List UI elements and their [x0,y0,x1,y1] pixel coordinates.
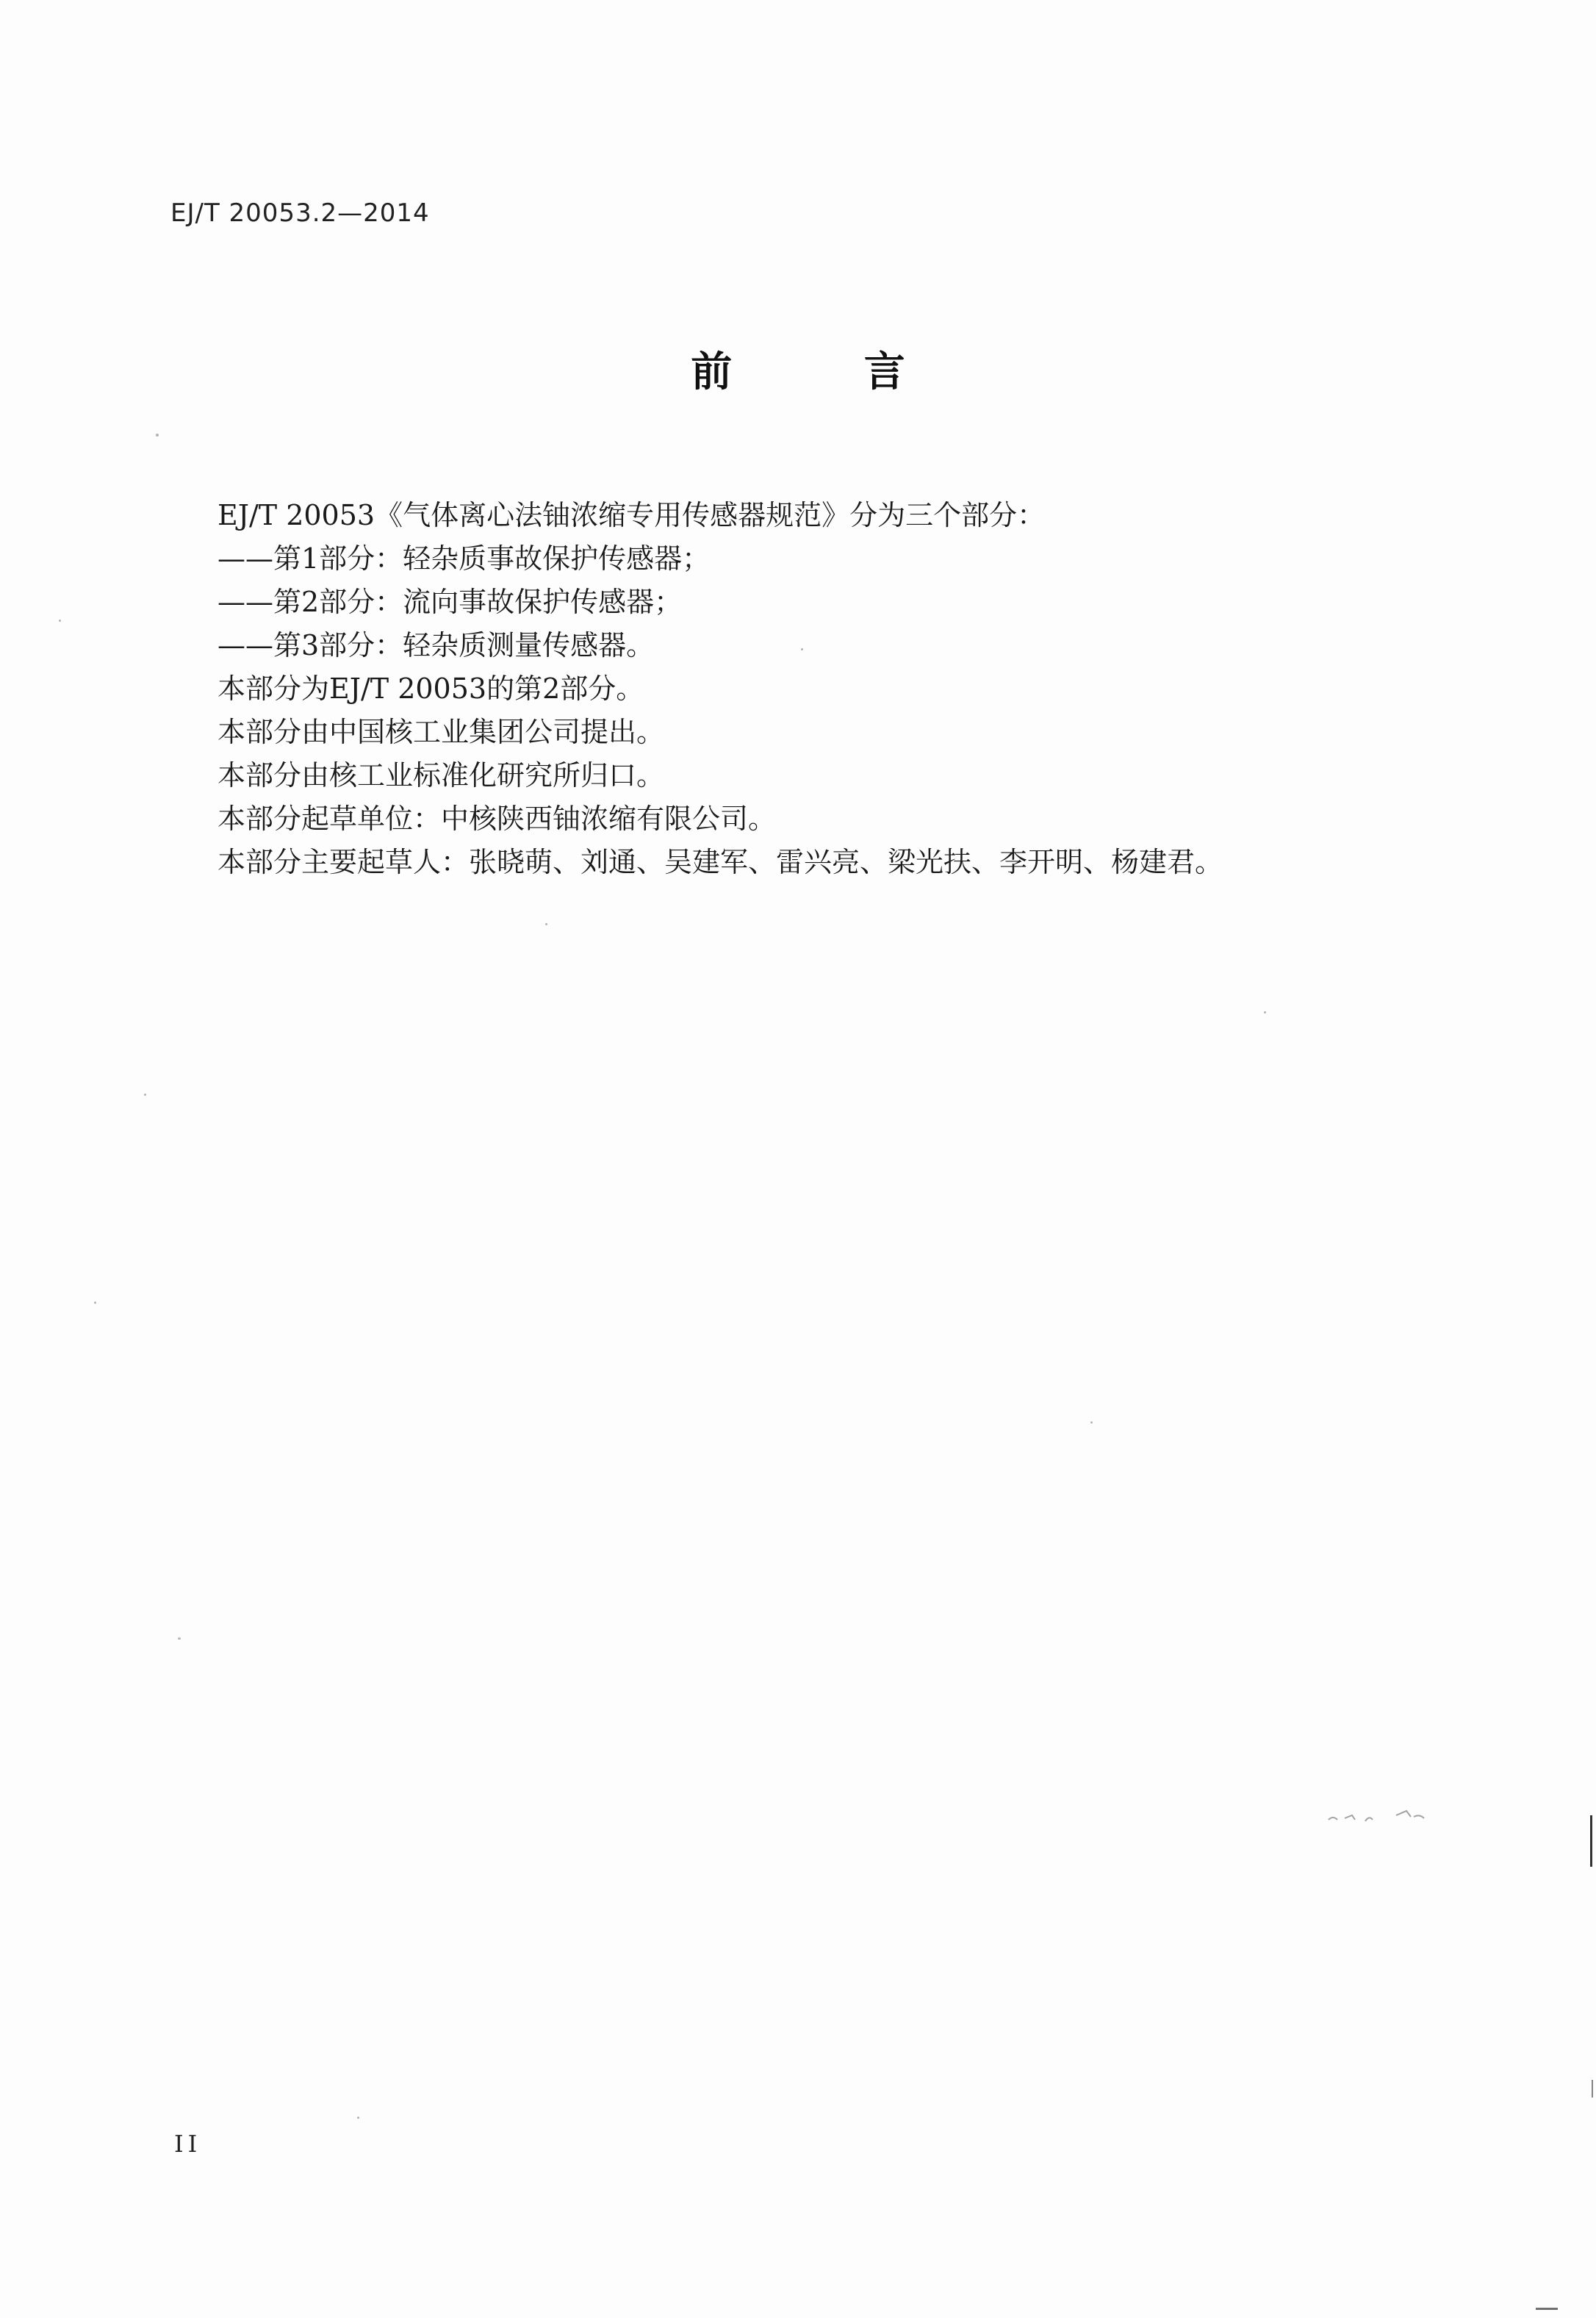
paragraph-this-part: 本部分为EJ/T 20053的第2部分。 [218,672,644,705]
foreword-body [218,494,1511,884]
list-item-part-2: ——第2部分：流向事故保护传感器； [218,586,683,618]
scan-speck [144,1094,146,1096]
scan-edge-mark [1590,1815,1592,1867]
scan-speck [357,2117,359,2119]
scan-speck [545,923,547,925]
scan-edge-mark [1592,2080,1593,2098]
list-item-part-1: ——第1部分：轻杂质事故保护传感器； [218,542,711,575]
scan-speck [156,434,159,437]
page-number: II [174,2130,202,2158]
document-code: EJ/T 20053.2—2014 [170,198,430,228]
paragraph-centralized-by: 本部分由核工业标准化研究所归口。 [218,759,665,792]
scan-smudge [1323,1805,1448,1827]
scan-speck [801,648,803,650]
paragraph-parts-intro: EJ/T 20053《气体离心法铀浓缩专用传感器规范》分为三个部分： [218,499,1046,531]
scan-speck [94,1302,96,1304]
scan-speck [1264,1011,1266,1013]
scan-edge-mark [1536,2308,1558,2310]
paragraph-drafters: 本部分主要起草人：张晓萌、刘通、吴建军、雷兴亮、梁光扶、李开明、杨建君。 [218,846,1223,878]
scan-speck [178,1637,181,1640]
paragraph-proposed-by: 本部分由中国核工业集团公司提出。 [218,716,665,748]
list-item-part-3: ——第3部分：轻杂质测量传感器。 [218,629,655,661]
scan-speck [1090,1421,1093,1424]
section-title: 前 言 [691,348,964,396]
paragraph-drafting-unit: 本部分起草单位：中核陕西铀浓缩有限公司。 [218,803,777,835]
scan-speck [59,620,61,622]
